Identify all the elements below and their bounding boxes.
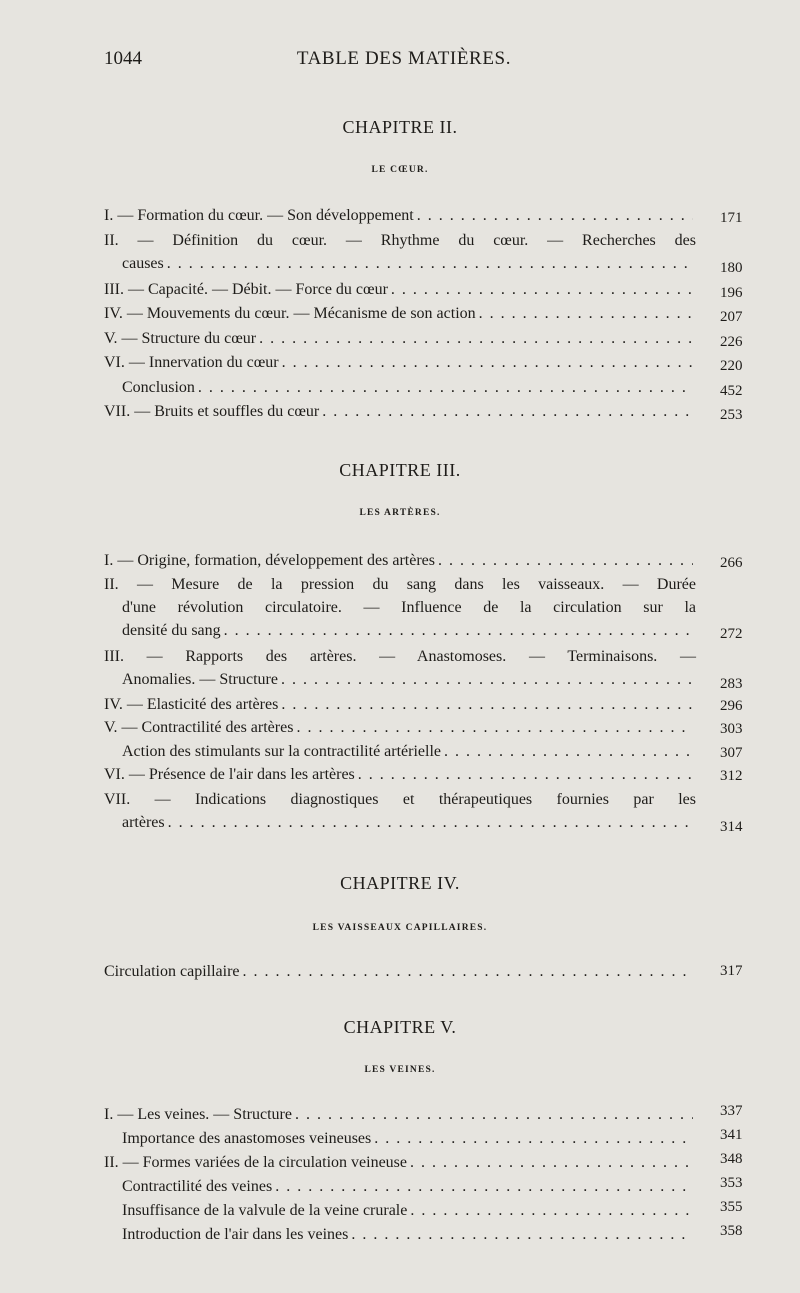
leader-dots — [438, 549, 693, 572]
toc-entry — [104, 573, 743, 642]
chapter-title: CHAPITRE IV. — [340, 873, 460, 893]
entry-page: 171 — [720, 210, 743, 226]
entry-page: 337 — [720, 1103, 743, 1119]
leader-dots — [391, 278, 693, 301]
toc-entry — [104, 229, 743, 276]
entry-page: 307 — [720, 745, 743, 761]
entry-title: I. — Les veines. — Structure — [104, 1106, 292, 1123]
toc-entry — [104, 278, 743, 301]
toc-entry — [104, 1151, 743, 1174]
entry-page: 317 — [720, 963, 743, 979]
toc-entry — [104, 549, 743, 572]
entry-page: 355 — [720, 1199, 743, 1215]
toc-entry — [104, 351, 743, 374]
entry-title: III. — Rapports des artères. — Anastomoses. — Terminaisons. — — [104, 648, 696, 665]
toc-entry — [122, 1127, 743, 1150]
toc-entry — [122, 1199, 743, 1222]
leader-dots — [281, 693, 693, 716]
entry-title: VII. — Bruits et souffles du cœur — [104, 403, 320, 420]
toc-entry — [104, 1103, 743, 1126]
entry-page: 283 — [720, 676, 743, 692]
entry-page: 452 — [720, 383, 743, 399]
entry-page: 180 — [720, 260, 743, 276]
entry-title: II. — Formes variées de la circulation veineuse — [104, 1154, 407, 1171]
running-head — [104, 48, 704, 78]
toc-entry — [104, 693, 743, 716]
leader-dots — [243, 960, 694, 983]
running-title: TABLE DES MATIÈRES. — [296, 48, 512, 69]
leader-dots — [282, 351, 693, 374]
entry-page: 303 — [720, 721, 743, 737]
entry-title: II. — Définition du cœur. — Rhythme du cœur. — Recherches des — [104, 232, 696, 249]
toc-entry — [104, 204, 743, 227]
toc-entry — [104, 645, 743, 692]
leader-dots — [259, 327, 693, 350]
leader-dots — [417, 204, 693, 227]
leader-dots — [444, 740, 693, 763]
entry-title: Insuffisance de la valvule de la veine crurale — [122, 1202, 408, 1219]
toc-entry — [104, 400, 743, 423]
toc-entry — [122, 1175, 743, 1198]
entry-page: 312 — [720, 768, 743, 784]
entry-title: VII. — Indications diagnostiques et thérapeutiques fournies par les — [104, 791, 696, 808]
toc-entry — [122, 376, 743, 399]
entry-title: IV. — Elasticité des artères — [104, 696, 279, 713]
chapter-subtitle: LES VAISSEAUX CAPILLAIRES. — [312, 923, 488, 933]
entry-title: I. — Origine, formation, développement des artères — [104, 552, 435, 569]
entry-page: 196 — [720, 285, 743, 301]
entry-page: 348 — [720, 1151, 743, 1167]
leader-dots — [295, 1103, 693, 1126]
entry-title: VI. — Présence de l'air dans les artères — [104, 766, 355, 783]
entry-title-continued: artères — [122, 814, 165, 831]
leader-dots — [275, 1175, 693, 1198]
leader-dots — [281, 668, 693, 691]
entry-title: VI. — Innervation du cœur — [104, 354, 279, 371]
entry-title: III. — Capacité. — Débit. — Force du cœur — [104, 281, 388, 298]
entry-page: 272 — [720, 626, 743, 642]
toc-entry — [104, 960, 743, 983]
entry-title: Importance des anastomoses veineuses — [122, 1130, 372, 1147]
entry-title: Contractilité des veines — [122, 1178, 273, 1195]
toc-entry — [122, 1223, 743, 1246]
entry-page: 353 — [720, 1175, 743, 1191]
leader-dots — [410, 1151, 693, 1174]
entry-title: Circulation capillaire — [104, 963, 240, 980]
chapter-subtitle: LE CŒUR. — [371, 165, 429, 175]
entry-title: IV. — Mouvements du cœur. — Mécanisme de son action — [104, 305, 476, 322]
toc-entry — [104, 763, 743, 786]
entry-page: 220 — [720, 358, 743, 374]
chapter-subtitle: LES VEINES. — [364, 1065, 436, 1075]
entry-title-continued: d'une révolution circulatoire. — Influence de la circulation sur la — [122, 599, 696, 616]
chapter-title: CHAPITRE III. — [339, 460, 461, 480]
toc-entry — [104, 302, 743, 325]
leader-dots — [296, 716, 693, 739]
chapter-title: CHAPITRE V. — [343, 1017, 457, 1037]
entry-title: Action des stimulants sur la contractilité artérielle — [122, 743, 442, 760]
leader-dots — [322, 400, 693, 423]
entry-page: 226 — [720, 334, 743, 350]
leader-dots — [358, 763, 693, 786]
entry-page: 358 — [720, 1223, 743, 1239]
leader-dots — [351, 1223, 693, 1246]
entry-title: Conclusion — [122, 379, 195, 396]
leader-dots — [374, 1127, 693, 1150]
entry-title-continued: Anomalies. — Structure — [122, 671, 278, 688]
entry-page: 314 — [720, 819, 743, 835]
leader-dots — [479, 302, 693, 325]
leader-dots — [198, 376, 693, 399]
chapter-title: CHAPITRE II. — [342, 117, 458, 137]
toc-entry — [104, 716, 743, 739]
toc-entry — [122, 740, 743, 763]
entry-title: Introduction de l'air dans les veines — [122, 1226, 349, 1243]
leader-dots — [224, 619, 693, 642]
leader-dots — [168, 811, 693, 834]
leader-dots — [410, 1199, 693, 1222]
entry-page: 207 — [720, 309, 743, 325]
entry-page: 296 — [720, 698, 743, 714]
entry-page: 341 — [720, 1127, 743, 1143]
entry-title: II. — Mesure de la pression du sang dans les vaisseaux. — Durée — [104, 576, 696, 593]
entry-page: 253 — [720, 407, 743, 423]
entry-title: V. — Contractilité des artères — [104, 719, 294, 736]
chapter-subtitle: LES ARTÈRES. — [359, 508, 441, 518]
page-number: 1044 — [104, 48, 142, 69]
toc-entry — [104, 788, 743, 835]
entry-title: I. — Formation du cœur. — Son développement — [104, 207, 414, 224]
leader-dots — [167, 252, 693, 275]
entry-title-continued: densité du sang — [122, 622, 221, 639]
entry-page: 266 — [720, 555, 743, 571]
toc-entry — [104, 327, 743, 350]
entry-title-continued: causes — [122, 255, 164, 272]
entry-title: V. — Structure du cœur — [104, 330, 257, 347]
